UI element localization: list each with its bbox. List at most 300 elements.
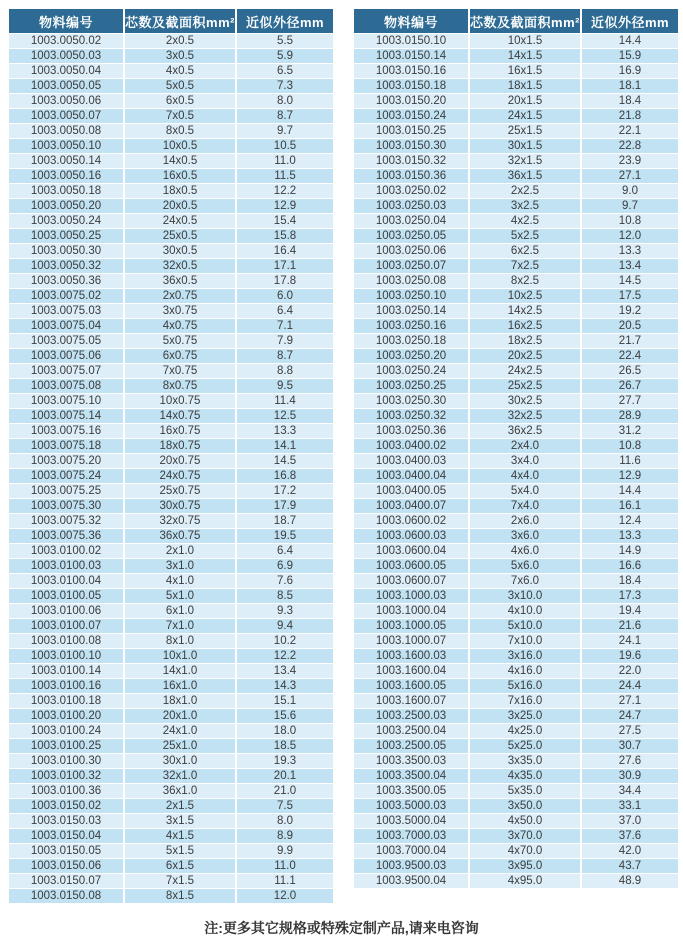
table-row [9, 784, 333, 798]
core-spec-cell: 10x2.5 [470, 289, 580, 303]
material-id-cell: 1003.0150.18 [354, 79, 468, 93]
material-id-cell: 1003.0150.24 [354, 109, 468, 123]
outer-diameter-cell: 6.5 [237, 64, 333, 78]
core-spec-cell: 4x0.5 [125, 64, 235, 78]
table-row [9, 559, 333, 573]
core-spec-cell: 6x0.75 [125, 349, 235, 363]
core-spec-cell: 4x4.0 [470, 469, 580, 483]
table-row [9, 859, 333, 873]
material-id-cell: 1003.0150.04 [9, 829, 123, 843]
material-id-cell: 1003.2500.04 [354, 724, 468, 738]
material-id-cell: 1003.0150.06 [9, 859, 123, 873]
core-spec-cell: 20x2.5 [470, 349, 580, 363]
outer-diameter-cell: 20.1 [237, 769, 333, 783]
table-row [9, 679, 333, 693]
outer-diameter-cell: 8.8 [237, 364, 333, 378]
core-spec-cell: 8x2.5 [470, 274, 580, 288]
material-id-cell: 1003.0250.10 [354, 289, 468, 303]
material-id-cell: 1003.0100.05 [9, 589, 123, 603]
material-id-cell: 1003.9500.04 [354, 874, 468, 888]
material-id-cell: 1003.0150.14 [354, 49, 468, 63]
table-row [354, 49, 678, 63]
outer-diameter-cell: 8.9 [237, 829, 333, 843]
table-row [9, 364, 333, 378]
core-spec-cell: 10x0.5 [125, 139, 235, 153]
material-id-cell: 1003.0075.24 [9, 469, 123, 483]
core-spec-cell: 25x0.75 [125, 484, 235, 498]
table-row [354, 574, 678, 588]
outer-diameter-cell: 12.2 [237, 184, 333, 198]
core-spec-cell: 7x6.0 [470, 574, 580, 588]
material-id-cell: 1003.3500.04 [354, 769, 468, 783]
outer-diameter-cell: 13.3 [582, 529, 678, 543]
outer-diameter-cell: 23.9 [582, 154, 678, 168]
table-row [354, 439, 678, 453]
material-id-cell: 1003.0400.07 [354, 499, 468, 513]
core-spec-cell: 6x2.5 [470, 244, 580, 258]
outer-diameter-cell: 34.4 [582, 784, 678, 798]
core-spec-cell: 3x4.0 [470, 454, 580, 468]
outer-diameter-cell: 17.8 [237, 274, 333, 288]
material-id-cell: 1003.0250.18 [354, 334, 468, 348]
outer-diameter-cell: 19.2 [582, 304, 678, 318]
outer-diameter-cell: 8.7 [237, 349, 333, 363]
material-id-cell: 1003.0150.07 [9, 874, 123, 888]
table-row [9, 424, 333, 438]
core-spec-cell: 3x16.0 [470, 649, 580, 663]
core-spec-cell: 4x2.5 [470, 214, 580, 228]
material-id-cell: 1003.0150.10 [354, 34, 468, 48]
core-spec-cell: 8x0.75 [125, 379, 235, 393]
core-spec-cell: 5x16.0 [470, 679, 580, 693]
table-row [9, 259, 333, 273]
table-row [9, 304, 333, 318]
material-id-cell: 1003.0150.25 [354, 124, 468, 138]
core-spec-cell: 4x50.0 [470, 814, 580, 828]
core-spec-cell: 3x1.0 [125, 559, 235, 573]
outer-diameter-cell: 9.7 [237, 124, 333, 138]
outer-diameter-cell: 16.1 [582, 499, 678, 513]
outer-diameter-cell: 8.5 [237, 589, 333, 603]
material-id-cell: 1003.0050.30 [9, 244, 123, 258]
core-spec-cell: 8x1.0 [125, 634, 235, 648]
outer-diameter-cell: 16.8 [237, 469, 333, 483]
outer-diameter-cell: 11.0 [237, 154, 333, 168]
core-spec-cell: 25x1.0 [125, 739, 235, 753]
material-id-cell: 1003.1000.04 [354, 604, 468, 618]
outer-diameter-cell: 19.4 [582, 604, 678, 618]
outer-diameter-cell: 28.9 [582, 409, 678, 423]
outer-diameter-cell: 7.6 [237, 574, 333, 588]
core-spec-cell: 36x1.0 [125, 784, 235, 798]
table-row [9, 289, 333, 303]
table-row [354, 844, 678, 858]
outer-diameter-cell: 48.9 [582, 874, 678, 888]
outer-diameter-cell: 14.5 [582, 274, 678, 288]
material-id-cell: 1003.0050.02 [9, 34, 123, 48]
core-spec-cell: 3x35.0 [470, 754, 580, 768]
outer-diameter-cell: 18.5 [237, 739, 333, 753]
material-id-cell: 1003.0250.07 [354, 259, 468, 273]
table-row [9, 454, 333, 468]
table-row [9, 169, 333, 183]
outer-diameter-cell: 5.9 [237, 49, 333, 63]
material-id-cell: 1003.0100.32 [9, 769, 123, 783]
table-row [354, 454, 678, 468]
material-id-cell: 1003.0250.06 [354, 244, 468, 258]
table-row [9, 379, 333, 393]
material-id-cell: 1003.0150.08 [9, 889, 123, 903]
core-spec-cell: 5x1.5 [125, 844, 235, 858]
outer-diameter-cell: 27.1 [582, 694, 678, 708]
table-row [9, 574, 333, 588]
core-spec-cell: 10x1.0 [125, 649, 235, 663]
outer-diameter-cell: 26.5 [582, 364, 678, 378]
column-header-2: 芯数及截面积mm² [470, 9, 580, 33]
table-row [354, 94, 678, 108]
table-row [354, 634, 678, 648]
outer-diameter-cell: 10.5 [237, 139, 333, 153]
outer-diameter-cell: 30.9 [582, 769, 678, 783]
outer-diameter-cell: 6.0 [237, 289, 333, 303]
core-spec-cell: 7x2.5 [470, 259, 580, 273]
outer-diameter-cell: 6.4 [237, 544, 333, 558]
outer-diameter-cell: 11.0 [237, 859, 333, 873]
table-row [354, 199, 678, 213]
outer-diameter-cell: 10.8 [582, 214, 678, 228]
table-row [9, 799, 333, 813]
material-id-cell: 1003.0050.25 [9, 229, 123, 243]
core-spec-cell: 4x25.0 [470, 724, 580, 738]
table-row [354, 754, 678, 768]
outer-diameter-cell: 31.2 [582, 424, 678, 438]
outer-diameter-cell: 17.3 [582, 589, 678, 603]
material-id-cell: 1003.1000.05 [354, 619, 468, 633]
footer-note: 注:更多其它规格或特殊定制产品,请来电咨询 [204, 920, 479, 936]
core-spec-cell: 3x1.5 [125, 814, 235, 828]
outer-diameter-cell: 9.4 [237, 619, 333, 633]
material-id-cell: 1003.0250.20 [354, 349, 468, 363]
material-id-cell: 1003.0050.24 [9, 214, 123, 228]
material-id-cell: 1003.0100.04 [9, 574, 123, 588]
core-spec-cell: 20x0.5 [125, 199, 235, 213]
material-id-cell: 1003.0150.36 [354, 169, 468, 183]
outer-diameter-cell: 13.3 [237, 424, 333, 438]
core-spec-cell: 5x35.0 [470, 784, 580, 798]
material-id-cell: 1003.0250.02 [354, 184, 468, 198]
core-spec-cell: 14x1.5 [470, 49, 580, 63]
outer-diameter-cell: 12.4 [582, 514, 678, 528]
outer-diameter-cell: 9.3 [237, 604, 333, 618]
table-row [9, 589, 333, 603]
outer-diameter-cell: 14.5 [237, 454, 333, 468]
material-id-cell: 1003.0250.16 [354, 319, 468, 333]
column-header-2: 芯数及截面积mm² [125, 9, 235, 33]
core-spec-cell: 16x2.5 [470, 319, 580, 333]
material-id-cell: 1003.2500.05 [354, 739, 468, 753]
table-row [9, 439, 333, 453]
material-id-cell: 1003.0250.32 [354, 409, 468, 423]
outer-diameter-cell: 24.4 [582, 679, 678, 693]
material-id-cell: 1003.0400.02 [354, 439, 468, 453]
material-id-cell: 1003.0050.06 [9, 94, 123, 108]
outer-diameter-cell: 21.6 [582, 619, 678, 633]
material-id-cell: 1003.0100.07 [9, 619, 123, 633]
table-row [9, 874, 333, 888]
core-spec-cell: 7x1.0 [125, 619, 235, 633]
table-row [9, 394, 333, 408]
table-row [354, 559, 678, 573]
outer-diameter-cell: 43.7 [582, 859, 678, 873]
core-spec-cell: 3x0.75 [125, 304, 235, 318]
outer-diameter-cell: 12.2 [237, 649, 333, 663]
table-row [9, 769, 333, 783]
table-row [354, 34, 678, 48]
material-id-cell: 1003.0050.08 [9, 124, 123, 138]
material-id-cell: 1003.0075.32 [9, 514, 123, 528]
table-row [9, 604, 333, 618]
material-id-cell: 1003.0150.16 [354, 64, 468, 78]
table-row [9, 139, 333, 153]
table-row [9, 754, 333, 768]
core-spec-cell: 4x6.0 [470, 544, 580, 558]
material-id-cell: 1003.0050.05 [9, 79, 123, 93]
table-row [354, 169, 678, 183]
outer-diameter-cell: 15.1 [237, 694, 333, 708]
core-spec-cell: 10x1.5 [470, 34, 580, 48]
core-spec-cell: 5x0.5 [125, 79, 235, 93]
outer-diameter-cell: 24.1 [582, 634, 678, 648]
core-spec-cell: 6x1.0 [125, 604, 235, 618]
core-spec-cell: 16x0.5 [125, 169, 235, 183]
table-row [9, 889, 333, 903]
outer-diameter-cell: 14.1 [237, 439, 333, 453]
outer-diameter-cell: 30.7 [582, 739, 678, 753]
outer-diameter-cell: 27.6 [582, 754, 678, 768]
table-row [9, 64, 333, 78]
material-id-cell: 1003.3500.05 [354, 784, 468, 798]
core-spec-cell: 18x1.5 [470, 79, 580, 93]
table-row [9, 49, 333, 63]
table-row [354, 304, 678, 318]
core-spec-cell: 24x0.75 [125, 469, 235, 483]
material-id-cell: 1003.0050.03 [9, 49, 123, 63]
core-spec-cell: 7x1.5 [125, 874, 235, 888]
outer-diameter-cell: 10.8 [582, 439, 678, 453]
table-row [9, 319, 333, 333]
material-id-cell: 1003.0100.36 [9, 784, 123, 798]
outer-diameter-cell: 33.1 [582, 799, 678, 813]
core-spec-cell: 4x95.0 [470, 874, 580, 888]
table-row [354, 724, 678, 738]
material-id-cell: 1003.0075.14 [9, 409, 123, 423]
material-id-cell: 1003.0075.18 [9, 439, 123, 453]
table-row [354, 379, 678, 393]
material-id-cell: 1003.5000.04 [354, 814, 468, 828]
core-spec-cell: 2x0.5 [125, 34, 235, 48]
material-id-cell: 1003.0600.05 [354, 559, 468, 573]
table-row [9, 184, 333, 198]
material-id-cell: 1003.0100.03 [9, 559, 123, 573]
core-spec-cell: 18x0.75 [125, 439, 235, 453]
outer-diameter-cell: 22.8 [582, 139, 678, 153]
table-row [354, 319, 678, 333]
material-id-cell: 1003.0600.03 [354, 529, 468, 543]
core-spec-cell: 14x0.75 [125, 409, 235, 423]
core-spec-cell: 30x0.5 [125, 244, 235, 258]
outer-diameter-cell: 11.4 [237, 394, 333, 408]
core-spec-cell: 20x1.0 [125, 709, 235, 723]
material-id-cell: 1003.0100.10 [9, 649, 123, 663]
material-id-cell: 1003.0050.14 [9, 154, 123, 168]
outer-diameter-cell: 18.7 [237, 514, 333, 528]
table-row [354, 514, 678, 528]
core-spec-cell: 14x1.0 [125, 664, 235, 678]
material-id-cell: 1003.1000.03 [354, 589, 468, 603]
table-row [354, 289, 678, 303]
outer-diameter-cell: 15.9 [582, 49, 678, 63]
table-row [9, 694, 333, 708]
table-row [354, 79, 678, 93]
outer-diameter-cell: 7.5 [237, 799, 333, 813]
table-row [354, 394, 678, 408]
table-row [354, 874, 678, 888]
core-spec-cell: 2x1.0 [125, 544, 235, 558]
table-row [354, 274, 678, 288]
material-id-cell: 1003.0100.18 [9, 694, 123, 708]
outer-diameter-cell: 15.8 [237, 229, 333, 243]
core-spec-cell: 8x1.5 [125, 889, 235, 903]
material-id-cell: 1003.1600.04 [354, 664, 468, 678]
table-row [9, 499, 333, 513]
material-id-cell: 1003.0250.04 [354, 214, 468, 228]
outer-diameter-cell: 5.5 [237, 34, 333, 48]
material-id-cell: 1003.1600.07 [354, 694, 468, 708]
table-row [9, 94, 333, 108]
core-spec-cell: 4x16.0 [470, 664, 580, 678]
table-row [9, 484, 333, 498]
table-row [9, 229, 333, 243]
outer-diameter-cell: 12.9 [237, 199, 333, 213]
core-spec-cell: 20x0.75 [125, 454, 235, 468]
table-row [9, 709, 333, 723]
material-id-cell: 1003.1000.07 [354, 634, 468, 648]
core-spec-cell: 3x70.0 [470, 829, 580, 843]
material-id-cell: 1003.0250.08 [354, 274, 468, 288]
outer-diameter-cell: 11.5 [237, 169, 333, 183]
core-spec-cell: 36x1.5 [470, 169, 580, 183]
table-row [9, 469, 333, 483]
table-row [354, 529, 678, 543]
table-row [354, 229, 678, 243]
core-spec-cell: 25x1.5 [470, 124, 580, 138]
table-row [354, 484, 678, 498]
table-row [354, 409, 678, 423]
table-row [354, 784, 678, 798]
core-spec-cell: 14x2.5 [470, 304, 580, 318]
table-row [354, 604, 678, 618]
core-spec-cell: 4x35.0 [470, 769, 580, 783]
material-id-cell: 1003.0075.04 [9, 319, 123, 333]
outer-diameter-cell: 21.8 [582, 109, 678, 123]
outer-diameter-cell: 21.7 [582, 334, 678, 348]
core-spec-cell: 5x2.5 [470, 229, 580, 243]
table-row [354, 619, 678, 633]
outer-diameter-cell: 18.4 [582, 574, 678, 588]
material-id-cell: 1003.0100.02 [9, 544, 123, 558]
core-spec-cell: 4x1.0 [125, 574, 235, 588]
material-id-cell: 1003.0050.16 [9, 169, 123, 183]
core-spec-cell: 32x2.5 [470, 409, 580, 423]
material-id-cell: 1003.0250.05 [354, 229, 468, 243]
core-spec-cell: 24x0.5 [125, 214, 235, 228]
outer-diameter-cell: 15.6 [237, 709, 333, 723]
material-id-cell: 1003.0075.16 [9, 424, 123, 438]
core-spec-cell: 4x1.5 [125, 829, 235, 843]
outer-diameter-cell: 37.6 [582, 829, 678, 843]
core-spec-cell: 24x2.5 [470, 364, 580, 378]
table-row [9, 79, 333, 93]
material-id-cell: 1003.7000.04 [354, 844, 468, 858]
core-spec-cell: 7x0.75 [125, 364, 235, 378]
core-spec-cell: 36x0.75 [125, 529, 235, 543]
material-id-cell: 1003.1600.05 [354, 679, 468, 693]
material-id-cell: 1003.3500.03 [354, 754, 468, 768]
table-row [354, 424, 678, 438]
outer-diameter-cell: 9.7 [582, 199, 678, 213]
outer-diameter-cell: 9.5 [237, 379, 333, 393]
material-id-cell: 1003.0100.25 [9, 739, 123, 753]
outer-diameter-cell: 8.0 [237, 94, 333, 108]
outer-diameter-cell: 14.3 [237, 679, 333, 693]
material-id-cell: 1003.0250.14 [354, 304, 468, 318]
material-id-cell: 1003.1600.03 [354, 649, 468, 663]
material-id-cell: 1003.0100.20 [9, 709, 123, 723]
outer-diameter-cell: 16.4 [237, 244, 333, 258]
table-row [354, 589, 678, 603]
core-spec-cell: 4x10.0 [470, 604, 580, 618]
material-id-cell: 1003.0250.30 [354, 394, 468, 408]
material-id-cell: 1003.0100.08 [9, 634, 123, 648]
outer-diameter-cell: 19.6 [582, 649, 678, 663]
core-spec-cell: 2x2.5 [470, 184, 580, 198]
column-header-3: 近似外径mm [237, 9, 333, 33]
header-row [354, 9, 678, 33]
table-row [9, 514, 333, 528]
table-row [354, 124, 678, 138]
table-row [354, 814, 678, 828]
material-id-cell: 1003.0600.04 [354, 544, 468, 558]
outer-diameter-cell: 7.3 [237, 79, 333, 93]
table-row [9, 214, 333, 228]
core-spec-cell: 18x1.0 [125, 694, 235, 708]
material-id-cell: 1003.0150.03 [9, 814, 123, 828]
material-id-cell: 1003.0075.30 [9, 499, 123, 513]
material-id-cell: 1003.0250.36 [354, 424, 468, 438]
outer-diameter-cell: 27.5 [582, 724, 678, 738]
core-spec-cell: 8x0.5 [125, 124, 235, 138]
material-id-cell: 1003.0150.05 [9, 844, 123, 858]
table-row [354, 664, 678, 678]
material-id-cell: 1003.0050.07 [9, 109, 123, 123]
core-spec-cell: 4x70.0 [470, 844, 580, 858]
spec-tables [7, 8, 676, 904]
core-spec-cell: 3x2.5 [470, 199, 580, 213]
core-spec-cell: 6x0.5 [125, 94, 235, 108]
table-row [354, 364, 678, 378]
outer-diameter-cell: 8.7 [237, 109, 333, 123]
outer-diameter-cell: 18.1 [582, 79, 678, 93]
